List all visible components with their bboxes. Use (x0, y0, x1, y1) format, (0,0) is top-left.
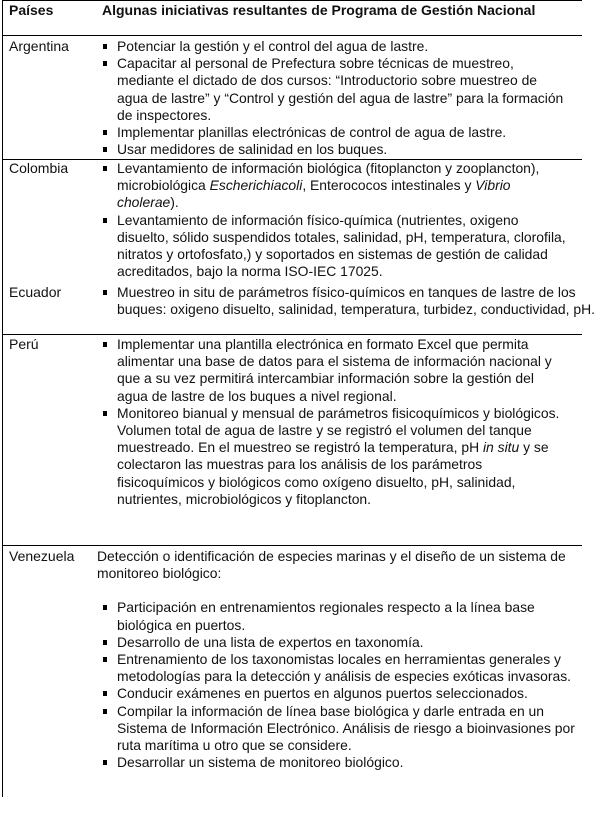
text: Levantamiento de información biológica (fitoplancton y zooplancton), microbiológica (117, 160, 540, 194)
country-argentina: Argentina (9, 38, 69, 54)
cell-colombia (97, 160, 567, 280)
species-name: Escherichiacoli (209, 177, 303, 194)
column-header-country: Países (9, 2, 54, 18)
text: , Enterococos intestinales y (302, 177, 476, 194)
initiatives-list (97, 599, 577, 771)
list-item: Implementar planillas electrónicas de control de agua de lastre. (97, 124, 567, 141)
cell-venezuela (97, 548, 577, 771)
row-divider (2, 334, 582, 335)
text: y se colectaron las muestras para los análisis de los parámetros fisicoquímicos y biológicos como oxígeno disuelto, pH, salinidad, nutrientes, microbiológicos y fitoplancton. (117, 439, 549, 507)
initiatives-list (97, 284, 600, 318)
species-name: Vibrio cholerae (117, 177, 511, 211)
row-divider (2, 545, 582, 546)
list-item: Desarrollo de una lista de expertos en taxonomía. (97, 634, 577, 651)
initiatives-list (97, 160, 567, 280)
cell-ecuador (97, 284, 600, 318)
cell-argentina (97, 38, 567, 158)
list-item: Levantamiento de información físico-química (nutrientes, oxigeno disuelto, sólido suspendidos totales, salinidad, pH, temperatura, clorofila, nitratos y ortofosfato,) y soportados en sistemas de gestión de calidad acreditados, bajo la norma ISO-IEC 17025. (97, 212, 567, 281)
list-item: Potenciar la gestión y el control del agua de lastre. (97, 38, 567, 55)
text: Monitoreo bianual y mensual de parámetros fisicoquímicos y biológicos. Volumen total de agua de lastre y se registró el volumen del tanque muestreado. En el muestreo se registró la temperatura, pH (117, 404, 560, 456)
header-divider (2, 35, 582, 36)
intro-text: Detección o identificación de especies marinas y el diseño de un sistema de monitoreo biológico: (97, 548, 566, 582)
list-item (97, 160, 567, 212)
list-item: Compilar la información de línea base biológica y darle entrada en un Sistema de Información Electrónico. Análisis de riesgo a bioinvasiones por ruta marítima u otro que se considere. (97, 703, 577, 755)
country-ecuador: Ecuador (9, 284, 62, 300)
country-venezuela: Venezuela (9, 548, 75, 564)
list-item: Participación en entrenamientos regionales respecto a la línea base biológica en puertos. (97, 599, 577, 633)
list-item: Conducir exámenes en puertos en algunos puertos seleccionados. (97, 685, 577, 702)
cell-peru (97, 336, 567, 508)
list-item: Muestreo in situ de parámetros físico-químicos en tanques de lastre de los buques: oxigeno disuelto, salinidad, temperatura, turbidez, conductividad, pH. (97, 284, 600, 318)
list-item (97, 405, 567, 508)
list-item: Usar medidores de salinidad en los buques. (97, 141, 567, 158)
country-peru: Perú (9, 336, 39, 352)
country-colombia: Colombia (9, 160, 69, 176)
table-top-border (2, 0, 582, 1)
list-item: Entrenamiento de los taxonomistas locales en herramientas generales y metodologías para la detección y análisis de especies exóticas invasoras. (97, 651, 577, 685)
table-left-border (2, 0, 3, 797)
initiatives-list (97, 336, 567, 508)
text: ). (170, 194, 179, 211)
emphasis: in situ (482, 439, 520, 456)
initiatives-list (97, 38, 567, 158)
list-item: Implementar una plantilla electrónica en formato Excel que permita alimentar una base de datos para el sistema de información nacional y que a su vez permitirá intercambiar información sobre la gestión del agua de lastre de los buques a nivel regional. (97, 336, 567, 405)
list-item: Desarrollar un sistema de monitoreo biológico. (97, 754, 577, 771)
list-item: Capacitar al personal de Prefectura sobre técnicas de muestreo, mediante el dictado de dos cursos: “Introductorio sobre muestreo de agua de lastre” y “Control y gestión del agua de lastre” para la formación de inspectores. (97, 55, 567, 124)
column-header-initiatives: Algunas iniciativas resultantes de Programa de Gestión Nacional (102, 2, 536, 18)
